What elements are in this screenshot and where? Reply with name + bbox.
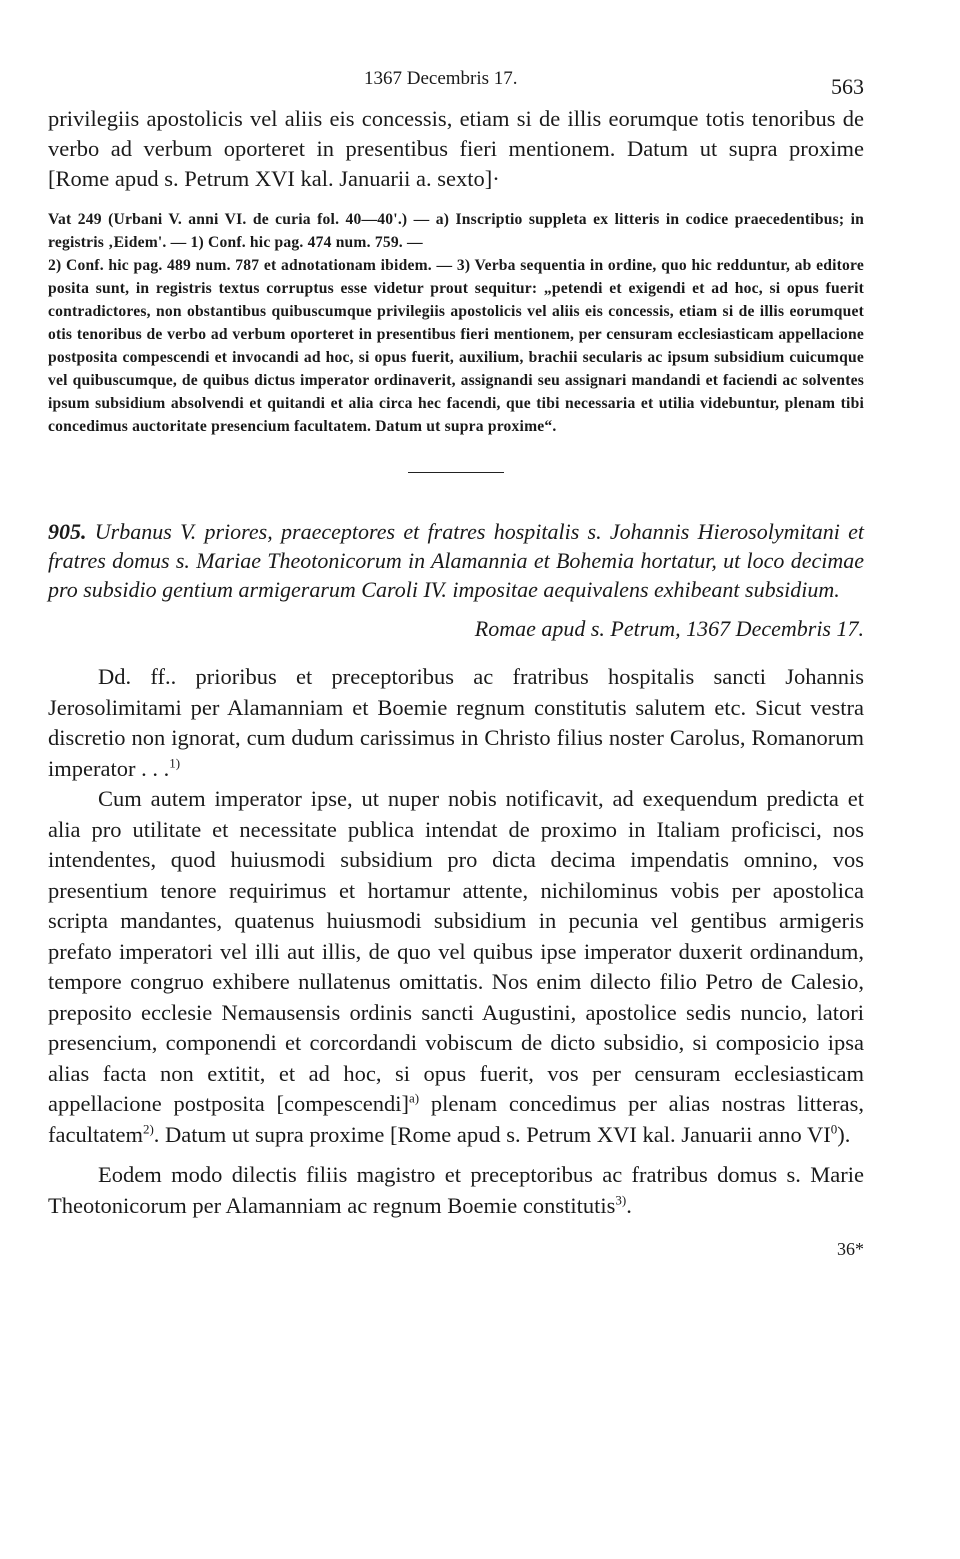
footnote-ref-3: 3) [615,1192,627,1207]
footnote-ref-2: 2) [142,1121,154,1136]
paragraph-address [48,662,864,784]
paragraph-eodem [48,1160,864,1221]
note-source: Vat 249 (Urbani V. anni VI. de curia fol. 40—40'.) — a) Inscriptio suppleta ex litteris in codice praecedentibus; in registris ‚Eidem'. — 1) Conf. hic pag. 474 num. 759. — [48,211,864,251]
footnote-ref-0: 0 [830,1121,838,1136]
footnote-ref-1: 1) [169,755,181,770]
paragraph-mandate-text-a: Cum autem imperator ipse, ut nuper nobis notificavit, ad exequendum predicta et alia pro utilitate et necessitate publica intendat de proximo in Italiam proficisci, nos intendentes, quod huiusmodi subsidium pro dicta decima impendatis omnino, vos presentium tenore requirimus et hortamur attente, nichilominus vobis per apostolica scripta mandantes, quatenus huiusmodi subsidium in pecunia vel gentibus armigeris prefato imperatori vel illi aut illis, de quo vel quibus ipse imperator duxerit ordinandum, tempore congruo exhibere nullatenus omittatis. Nos enim dilecto filio Petro de Calesio, preposito ecclesie Nemausensis ordinis sancti Augustini, apostolice sedis nuncio, latori presencium, componendi et corcordandi vobiscum de dicto subsidio, si composicio ipsa alias facta non extitit, et ad hoc, si opus fuerit, vos per censuram ecclesiasticam appellacione postposita [compescendi] [48,786,864,1116]
document-number: 905. [48,519,87,544]
book-page [48,60,864,1260]
paragraph-mandate-text-d: ). [837,1121,851,1147]
continuation-paragraph: privilegiis apostolicis vel aliis eis concessis, etiam si de illis eorumque totis tenoribus de verbo ad verbum oporteret in presentibus fieri mentionem. Datum ut supra proxime [Rome apud s. Petrum XVI kal. Januarii a. sexto]· [48,106,864,191]
running-head: 1367 Decembris 17. [364,68,518,89]
paragraph-mandate-text-b: plenam concedimus per alias nostras litteras, facultatem [48,1091,864,1147]
footnote-ref-a: a) [408,1090,420,1106]
signature-mark: 36* [837,1239,864,1259]
document-heading [48,517,864,604]
document-title: Urbanus V. priores, praeceptores et fratres hospitalis s. Johannis Hierosolymitani et fratres domus s. Mariae Theotonicorum in Alamannia et Bohemia hortatur, ut loco decimae pro subsidio gentium armigerarum Caroli IV. impositae aequivalens exhibeant subsidium. [48,519,864,602]
page-header [48,60,864,104]
note-variant: 2) Conf. hic pag. 489 num. 787 et adnotationam ibidem. — 3) Verba sequentia in ordine, quo hic redduntur, ab editore posita sunt, in registris textus corruptus esse videtur prout sequitur: „petendi et exigendi et ad hoc, si opus fuerit contradictores, non obstantibus quibuscumque privilegiis apostolicis vel aliis eis concessis, etiam si de illis eorumquet otis tenoribus de verbo ad verbum oporteret in presentibus fieri mentionem, per censuram ecclesiasticam appellacione postposita compescendi et invocandi ad hoc, si opus fuerit, auxilium, brachii secularis ac ipsum subsidium cuicumque vel quibuscumque, de quibus dictus imperator ordinaverit, assignandi seu assignari mandandi et faciendi ac solventes ipsum subsidium absolvendi et quitandi et alia circa hec facendi, que tibi necessaria et utilia videbuntur, plenam tibi concedimus auctoritate presencium facultatem. Datum ut supra proxime“. [48,257,864,435]
footnotes-block [48,208,864,438]
paragraph-eodem-end: . [626,1192,632,1218]
paragraph-mandate-text-c: . Datum ut supra proxime [Rome apud s. Petrum XVI kal. Januarii anno VI [153,1121,831,1147]
section-divider [408,472,504,473]
paragraph-eodem-text: Eodem modo dilectis filiis magistro et preceptoribus ac fratribus domus s. Marie Theotonicorum per Alamanniam ac regnum Boemie constitutis [48,1162,864,1218]
paragraph-mandate [48,784,864,1150]
paragraph-address-text: Dd. ff.. prioribus et preceptoribus ac fratribus hospitalis sancti Johannis Jerosolimitami per Alamanniam et Boemie regnum constitutis salutem etc. Sicut vestra discretio non ignorat, cum dudum carissimus in Christo filius noster Carolus, Romanorum imperator . . . [48,664,864,781]
document-date: Romae apud s. Petrum, 1367 Decembris 17. [474,616,864,641]
page-number: 563 [831,74,864,99]
